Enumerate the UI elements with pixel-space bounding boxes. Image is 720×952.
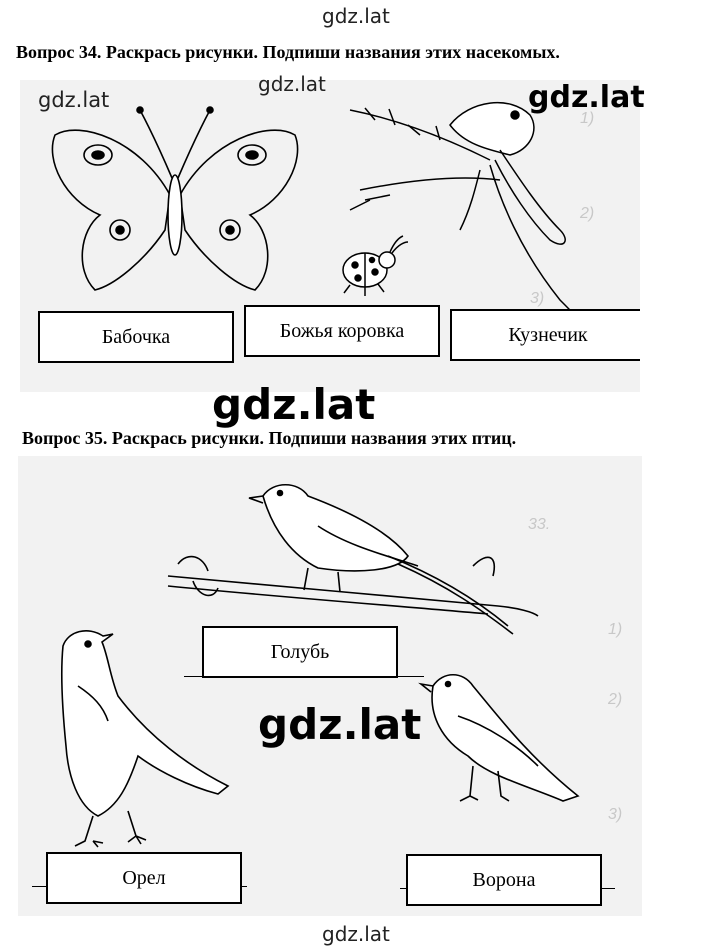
ladybug-drawing <box>343 236 408 296</box>
magpie-drawing <box>168 485 538 634</box>
sparrow-drawing <box>421 675 578 801</box>
butterfly-drawing <box>52 107 297 290</box>
watermark-large-middle: gdz.lat <box>212 380 376 429</box>
watermark-large-birds: gdz.lat <box>258 700 422 749</box>
insects-panel: 1) 2) 3) Бабочка Божья коровка Кузнечик <box>20 80 640 392</box>
watermark-panel1-center: gdz.lat <box>258 72 326 96</box>
label-grasshopper: Кузнечик <box>450 309 640 361</box>
watermark-panel1-right: gdz.lat <box>528 80 645 115</box>
label-eagle: Орел <box>46 852 242 904</box>
label-ladybug: Божья коровка <box>244 305 440 357</box>
label-butterfly: Бабочка <box>38 311 234 363</box>
question-34-title: Вопрос 34. Раскрась рисунки. Подпиши названия этих насекомых. <box>16 42 560 62</box>
label-magpie: Голубь <box>202 626 398 678</box>
watermark-top: gdz.lat <box>322 4 390 28</box>
birds-panel: 33. 1) 2) 3) Голубь Орел Ворона <box>18 456 642 916</box>
watermark-panel1-left: gdz.lat <box>38 88 110 112</box>
label-sparrow: Ворона <box>406 854 602 906</box>
birds-illustration <box>18 456 642 916</box>
watermark-bottom: gdz.lat <box>322 922 390 946</box>
question-35-title: Вопрос 35. Раскрась рисунки. Подпиши названия этих птиц. <box>22 428 517 448</box>
